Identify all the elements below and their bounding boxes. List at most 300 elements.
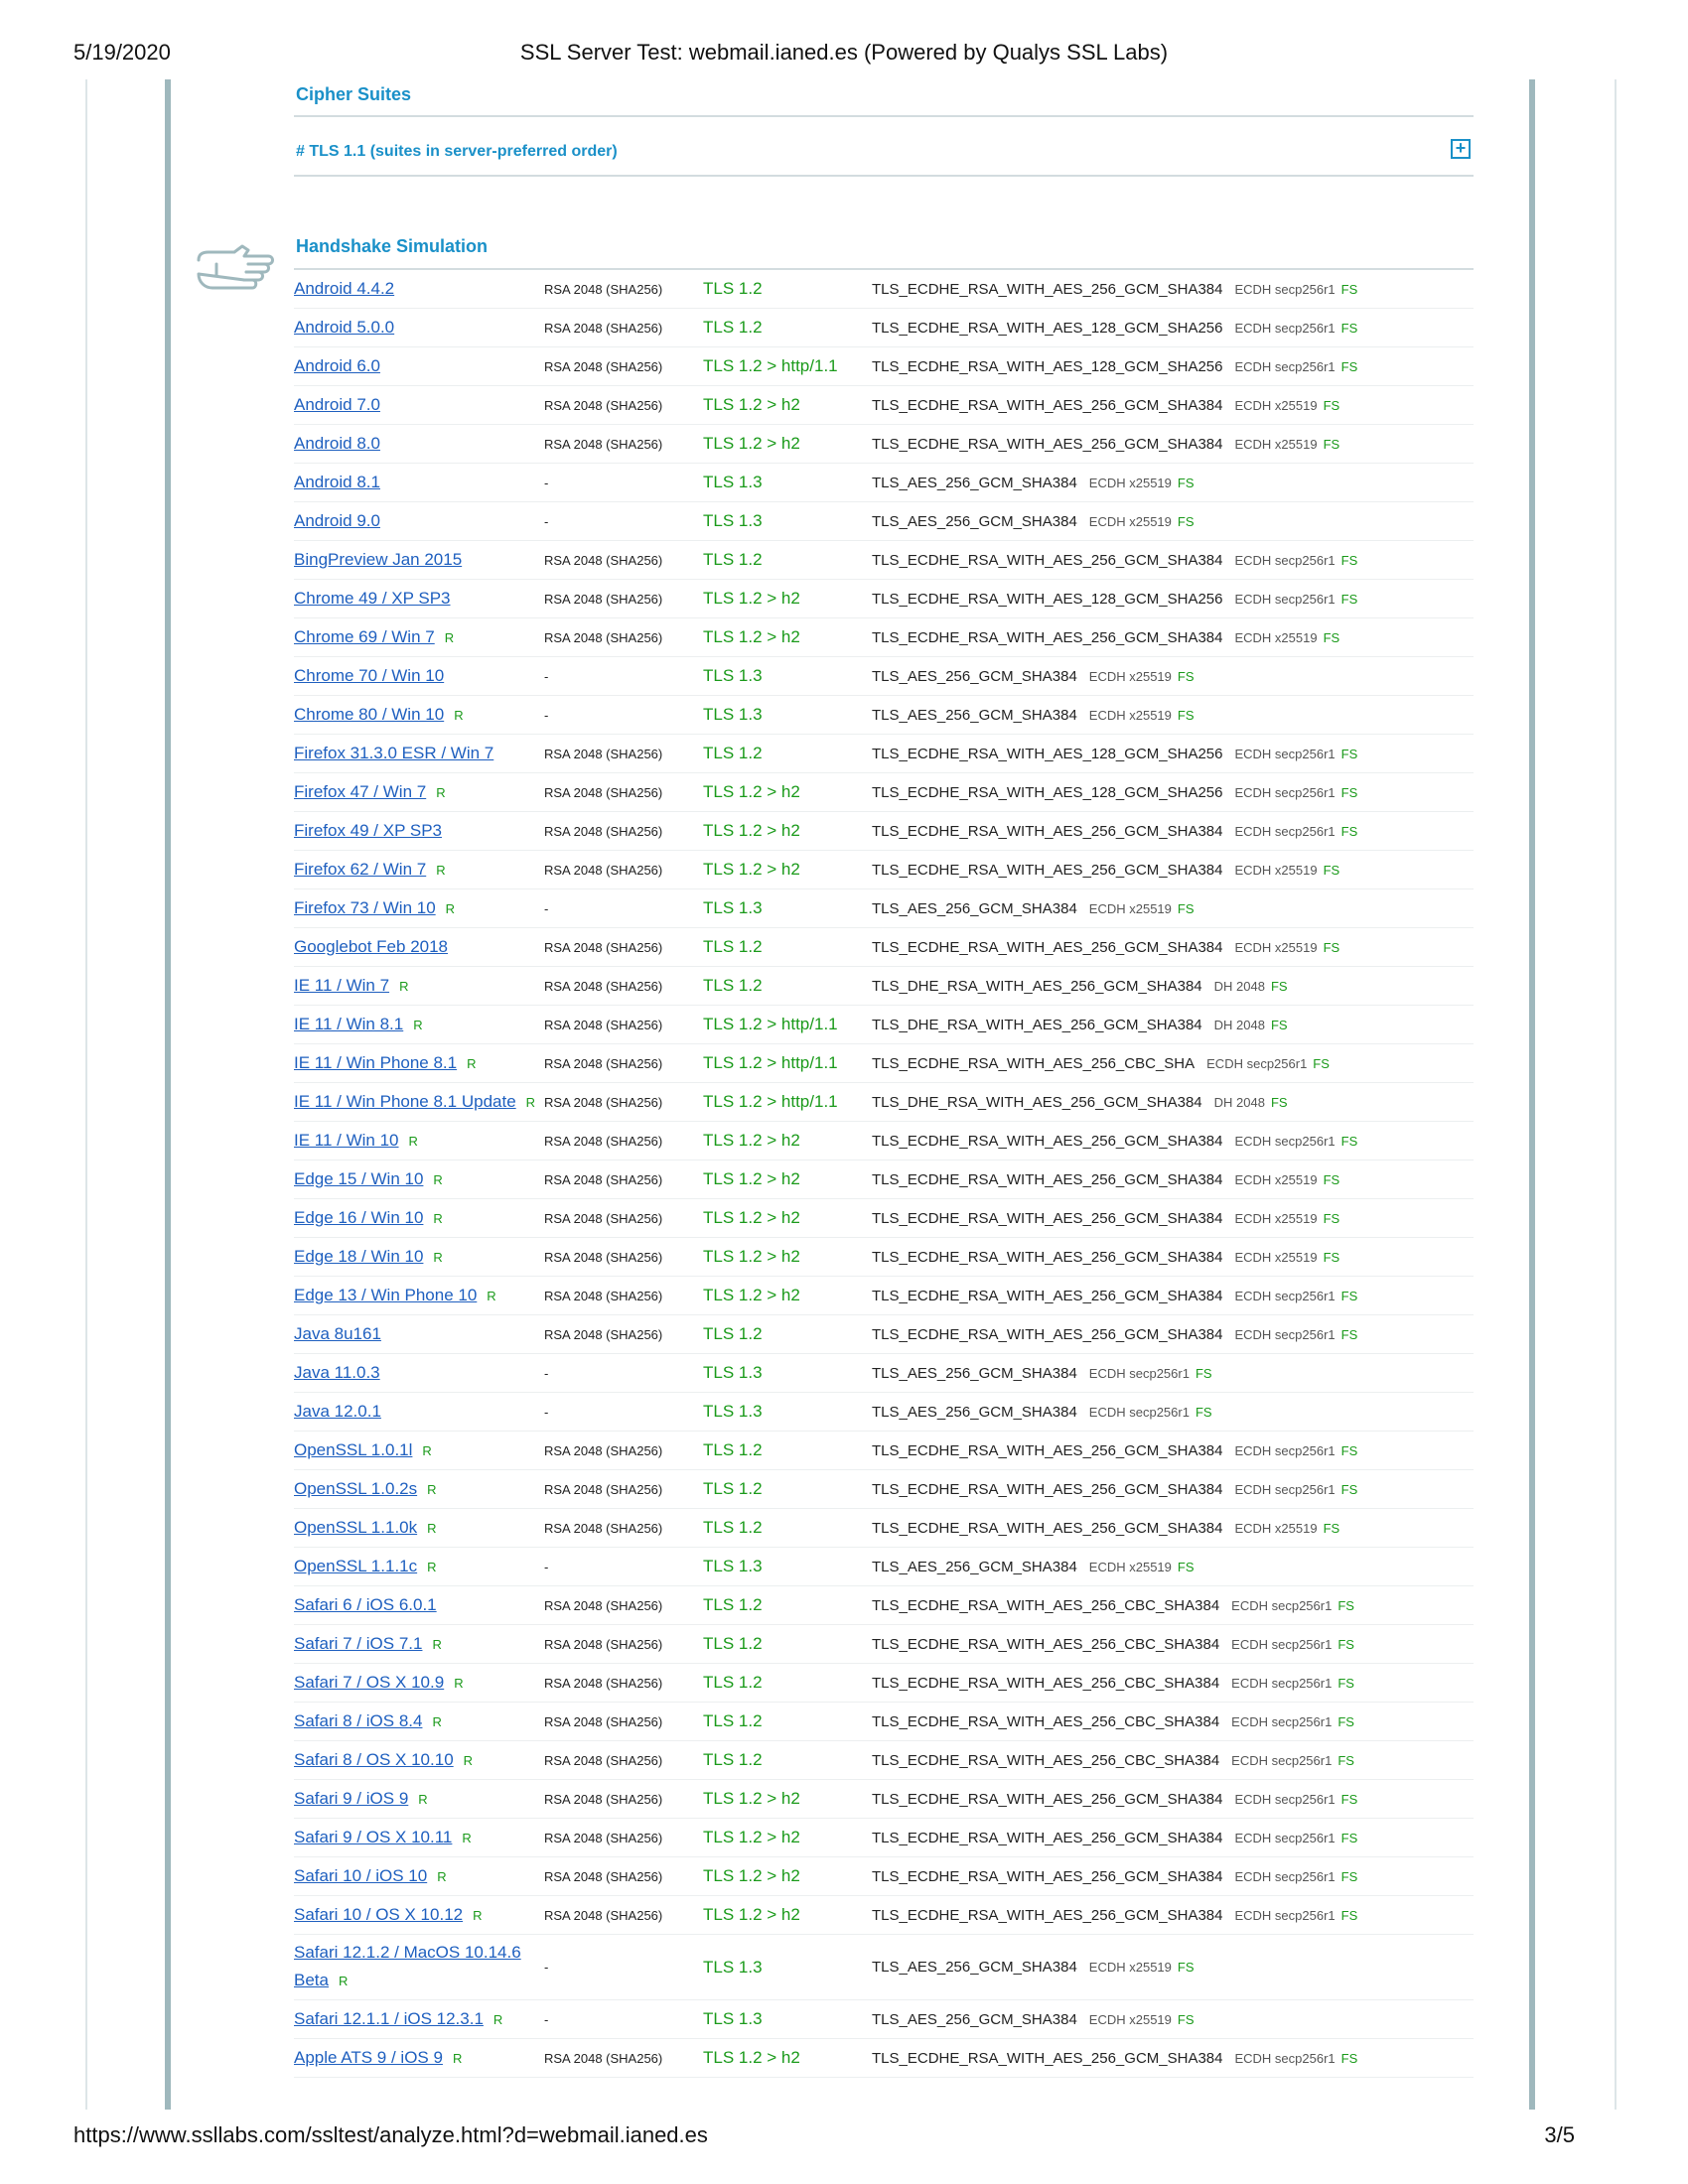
cipher-suite-cell [872, 1432, 1474, 1469]
client-cell [294, 1586, 538, 1624]
client-link[interactable]: Safari 8 / iOS 8.4 [294, 1710, 423, 1730]
certificate-cell: RSA 2048 (SHA256) [544, 784, 663, 800]
protocol-cell: TLS 1.2 [703, 1595, 763, 1614]
table-row [294, 1160, 1474, 1199]
cipher-suite-name: TLS_AES_256_GCM_SHA384 [872, 474, 1077, 491]
forward-secrecy-badge: FS [1177, 1960, 1195, 1975]
client-cell [294, 1741, 538, 1779]
cipher-suite-name: TLS_ECDHE_RSA_WITH_AES_256_GCM_SHA384 [872, 435, 1223, 453]
table-row [294, 1703, 1474, 1741]
client-link[interactable]: Chrome 49 / XP SP3 [294, 588, 451, 608]
key-exchange: ECDH secp256r1 [1234, 552, 1336, 568]
forward-secrecy-badge: FS [1340, 1288, 1358, 1303]
client-link[interactable]: Safari 7 / iOS 7.1 [294, 1633, 423, 1653]
forward-secrecy-badge: FS [1177, 1559, 1195, 1574]
client-link[interactable]: Chrome 69 / Win 7 [294, 626, 435, 646]
cipher-suite-name: TLS_ECDHE_RSA_WITH_AES_128_GCM_SHA256 [872, 745, 1223, 762]
table-row [294, 1122, 1474, 1160]
key-exchange: ECDH secp256r1 [1234, 823, 1336, 839]
client-cell [294, 1315, 538, 1353]
protocol-cell: TLS 1.2 > http/1.1 [703, 356, 838, 375]
table-row [294, 347, 1474, 386]
certificate-cell: RSA 2048 (SHA256) [544, 2050, 663, 2066]
cipher-suite-cell [872, 425, 1474, 463]
certificate-cell: RSA 2048 (SHA256) [544, 1597, 663, 1613]
client-cell [294, 1160, 538, 1198]
table-row [294, 1354, 1474, 1393]
cipher-suite-cell [872, 1509, 1474, 1547]
client-link[interactable]: Android 9.0 [294, 510, 380, 530]
table-row [294, 1819, 1474, 1857]
client-cell [294, 1122, 538, 1160]
reference-browser-badge: R [445, 900, 456, 916]
forward-secrecy-badge: FS [1337, 1597, 1354, 1613]
protocol-cell: TLS 1.2 [703, 1634, 763, 1653]
client-cell [294, 1393, 538, 1431]
key-exchange: ECDH x25519 [1088, 2011, 1172, 2027]
forward-secrecy-badge: FS [1337, 1752, 1354, 1768]
protocol-cell: TLS 1.2 > h2 [703, 1208, 800, 1227]
cipher-suite-cell [872, 1741, 1474, 1779]
table-row [294, 386, 1474, 425]
client-cell [294, 502, 538, 540]
forward-secrecy-badge: FS [1323, 1249, 1340, 1265]
print-date: 5/19/2020 [73, 40, 171, 65]
cipher-suite-cell [872, 2039, 1474, 2077]
forward-secrecy-badge: FS [1340, 2050, 1358, 2066]
client-link[interactable]: Chrome 70 / Win 10 [294, 665, 445, 685]
forward-secrecy-badge: FS [1340, 784, 1358, 800]
cipher-suite-cell [872, 386, 1474, 424]
client-link[interactable]: Firefox 31.3.0 ESR / Win 7 [294, 743, 494, 762]
forward-secrecy-badge: FS [1340, 1133, 1358, 1149]
table-row [294, 812, 1474, 851]
table-row [294, 1044, 1474, 1083]
key-exchange: ECDH secp256r1 [1234, 1133, 1336, 1149]
cipher-suite-name: TLS_ECDHE_RSA_WITH_AES_256_GCM_SHA384 [872, 551, 1223, 569]
certificate-cell: - [544, 1404, 549, 1420]
reference-browser-badge: R [432, 1713, 442, 1729]
protocol-cell: TLS 1.3 [703, 1557, 763, 1575]
table-row [294, 1238, 1474, 1277]
cipher-suite-cell [872, 1470, 1474, 1508]
client-cell [294, 1664, 538, 1702]
key-exchange: ECDH secp256r1 [1234, 1326, 1336, 1342]
table-row [294, 889, 1474, 928]
certificate-cell: RSA 2048 (SHA256) [544, 746, 663, 761]
reference-browser-badge: R [463, 1752, 474, 1768]
client-link[interactable]: BingPreview Jan 2015 [294, 549, 463, 569]
client-link[interactable]: Edge 15 / Win 10 [294, 1168, 424, 1188]
client-link[interactable]: Firefox 49 / XP SP3 [294, 820, 442, 840]
key-exchange: ECDH secp256r1 [1206, 1055, 1308, 1071]
key-exchange: ECDH secp256r1 [1231, 1597, 1333, 1613]
certificate-cell: RSA 2048 (SHA256) [544, 1791, 663, 1807]
protocol-cell: TLS 1.2 > h2 [703, 782, 800, 801]
reference-browser-badge: R [487, 1288, 496, 1303]
client-cell [294, 1509, 538, 1547]
certificate-cell: RSA 2048 (SHA256) [544, 1326, 663, 1342]
table-row [294, 1393, 1474, 1432]
client-cell [294, 1780, 538, 1818]
reference-browser-badge: R [427, 1520, 437, 1536]
protocol-cell: TLS 1.2 > h2 [703, 1905, 800, 1924]
table-row [294, 1935, 1474, 2000]
cipher-suite-cell [872, 1122, 1474, 1160]
protocol-cell: TLS 1.3 [703, 666, 763, 685]
table-row [294, 851, 1474, 889]
client-cell [294, 1199, 538, 1237]
reference-browser-badge: R [454, 1675, 464, 1691]
reference-browser-badge: R [436, 784, 446, 800]
key-exchange: ECDH x25519 [1088, 900, 1172, 916]
certificate-cell: RSA 2048 (SHA256) [544, 281, 663, 297]
client-link[interactable]: Firefox 73 / Win 10 [294, 897, 436, 917]
table-row [294, 1315, 1474, 1354]
forward-secrecy-badge: FS [1340, 1326, 1358, 1342]
table-row [294, 2039, 1474, 2078]
certificate-cell: - [544, 2011, 549, 2027]
protocol-cell: TLS 1.3 [703, 473, 763, 491]
forward-secrecy-badge: FS [1195, 1365, 1212, 1381]
protocol-cell: TLS 1.2 [703, 318, 763, 337]
cipher-suite-cell [872, 1315, 1474, 1353]
client-cell [294, 889, 538, 927]
client-cell [294, 1354, 538, 1392]
client-link[interactable]: Safari 12.1.2 / MacOS 10.14.6 Beta [294, 1943, 521, 1989]
forward-secrecy-badge: FS [1323, 1171, 1340, 1187]
client-link[interactable]: Android 8.0 [294, 433, 380, 453]
cipher-suite-cell [872, 1277, 1474, 1314]
protocol-cell: TLS 1.2 > http/1.1 [703, 1092, 838, 1111]
key-exchange: ECDH x25519 [1234, 1520, 1318, 1536]
cipher-suite-cell [872, 1393, 1474, 1431]
content-border-left [165, 79, 171, 2110]
client-link[interactable]: Googlebot Feb 2018 [294, 936, 449, 956]
certificate-cell: - [544, 1559, 549, 1574]
certificate-cell: RSA 2048 (SHA256) [544, 1210, 663, 1226]
hand-pointing-icon [195, 242, 276, 294]
client-link[interactable]: IE 11 / Win 7 [294, 975, 390, 995]
table-row [294, 657, 1474, 696]
certificate-cell: RSA 2048 (SHA256) [544, 939, 663, 955]
cipher-suite-name: TLS_ECDHE_RSA_WITH_AES_256_CBC_SHA [872, 1054, 1196, 1072]
client-cell [294, 1083, 538, 1121]
protocol-cell: TLS 1.2 > h2 [703, 627, 800, 646]
protocol-cell: TLS 1.2 > h2 [703, 1866, 800, 1885]
client-cell [294, 1277, 538, 1314]
cipher-suite-name: TLS_ECDHE_RSA_WITH_AES_256_GCM_SHA384 [872, 1170, 1223, 1188]
cipher-suite-name: TLS_ECDHE_RSA_WITH_AES_256_GCM_SHA384 [872, 1480, 1223, 1498]
certificate-cell: - [544, 668, 549, 684]
plus-box-icon[interactable]: + [1451, 139, 1471, 159]
cipher-suite-name: TLS_ECDHE_RSA_WITH_AES_256_GCM_SHA384 [872, 1867, 1223, 1885]
table-row [294, 2000, 1474, 2039]
forward-secrecy-badge: FS [1177, 513, 1195, 529]
cipher-suite-cell [872, 541, 1474, 579]
table-row [294, 1432, 1474, 1470]
table-row [294, 580, 1474, 618]
subsection-rule [294, 175, 1474, 177]
client-cell [294, 309, 538, 346]
forward-secrecy-badge: FS [1337, 1713, 1354, 1729]
client-link[interactable]: Edge 16 / Win 10 [294, 1207, 424, 1227]
client-link[interactable]: IE 11 / Win 10 [294, 1130, 399, 1150]
client-link[interactable]: Safari 12.1.1 / iOS 12.3.1 [294, 2008, 484, 2028]
table-row [294, 1625, 1474, 1664]
client-link[interactable]: Safari 8 / OS X 10.10 [294, 1749, 454, 1769]
table-row [294, 425, 1474, 464]
client-link[interactable]: Firefox 62 / Win 7 [294, 859, 427, 879]
key-exchange: ECDH secp256r1 [1234, 281, 1336, 297]
cipher-suite-cell [872, 2000, 1474, 2038]
cipher-suite-cell [872, 347, 1474, 385]
certificate-cell: RSA 2048 (SHA256) [544, 358, 663, 374]
client-cell [294, 464, 538, 501]
client-link[interactable]: OpenSSL 1.1.1c [294, 1556, 418, 1575]
forward-secrecy-badge: FS [1340, 320, 1358, 336]
cipher-suites-title: Cipher Suites [296, 84, 412, 104]
table-row [294, 1006, 1474, 1044]
client-link[interactable]: Edge 13 / Win Phone 10 [294, 1285, 478, 1304]
client-cell [294, 735, 538, 772]
client-link[interactable]: Java 11.0.3 [294, 1362, 380, 1382]
client-link[interactable]: Safari 6 / iOS 6.0.1 [294, 1594, 437, 1614]
client-link[interactable]: Safari 10 / OS X 10.12 [294, 1904, 464, 1924]
content-border-right [1529, 79, 1535, 2110]
cipher-suite-name: TLS_AES_256_GCM_SHA384 [872, 1364, 1077, 1382]
tls11-suites-heading[interactable]: # TLS 1.1 (suites in server-preferred order) [296, 143, 618, 160]
cipher-suite-name: TLS_ECDHE_RSA_WITH_AES_256_GCM_SHA384 [872, 628, 1223, 646]
key-exchange: ECDH secp256r1 [1234, 1288, 1336, 1303]
cipher-suite-name: TLS_AES_256_GCM_SHA384 [872, 2010, 1077, 2028]
key-exchange: ECDH secp256r1 [1234, 2050, 1336, 2066]
client-link[interactable]: IE 11 / Win 8.1 [294, 1014, 404, 1033]
protocol-cell: TLS 1.3 [703, 2009, 763, 2028]
forward-secrecy-badge: FS [1340, 1481, 1358, 1497]
reference-browser-badge: R [433, 1249, 443, 1265]
cipher-suite-cell [872, 1780, 1474, 1818]
cipher-suite-cell [872, 1199, 1474, 1237]
cipher-suite-cell [872, 812, 1474, 850]
protocol-cell: TLS 1.2 > h2 [703, 2048, 800, 2067]
client-cell [294, 1857, 538, 1895]
forward-secrecy-badge: FS [1340, 358, 1358, 374]
key-exchange: ECDH x25519 [1234, 397, 1318, 413]
cipher-suite-name: TLS_ECDHE_RSA_WITH_AES_256_CBC_SHA384 [872, 1596, 1220, 1614]
cipher-suite-name: TLS_AES_256_GCM_SHA384 [872, 667, 1077, 685]
forward-secrecy-badge: FS [1323, 862, 1340, 878]
client-link[interactable]: Apple ATS 9 / iOS 9 [294, 2047, 443, 2067]
certificate-cell: RSA 2048 (SHA256) [544, 1636, 663, 1652]
table-row [294, 618, 1474, 657]
client-link[interactable]: Android 8.1 [294, 472, 380, 491]
reference-browser-badge: R [492, 2011, 503, 2027]
reference-browser-badge: R [427, 1559, 437, 1574]
table-row [294, 1741, 1474, 1780]
cipher-suite-name: TLS_ECDHE_RSA_WITH_AES_256_GCM_SHA384 [872, 1287, 1223, 1304]
client-link[interactable]: Safari 9 / iOS 9 [294, 1788, 409, 1808]
key-exchange: ECDH secp256r1 [1231, 1752, 1333, 1768]
forward-secrecy-badge: FS [1270, 1017, 1288, 1032]
forward-secrecy-badge: FS [1177, 2011, 1195, 2027]
client-cell [294, 2000, 538, 2038]
cipher-suite-cell [872, 657, 1474, 695]
forward-secrecy-badge: FS [1323, 629, 1340, 645]
protocol-cell: TLS 1.2 [703, 1440, 763, 1459]
protocol-cell: TLS 1.2 > h2 [703, 1247, 800, 1266]
certificate-cell: RSA 2048 (SHA256) [544, 978, 663, 994]
client-cell [294, 1703, 538, 1740]
client-link[interactable]: IE 11 / Win Phone 8.1 Update [294, 1091, 516, 1111]
forward-secrecy-badge: FS [1340, 591, 1358, 607]
key-exchange: ECDH x25519 [1234, 939, 1318, 955]
cipher-suite-cell [872, 696, 1474, 734]
print-header [73, 40, 1615, 69]
certificate-cell: - [544, 475, 549, 490]
cipher-suite-name: TLS_ECDHE_RSA_WITH_AES_256_GCM_SHA384 [872, 1132, 1223, 1150]
protocol-cell: TLS 1.2 > h2 [703, 434, 800, 453]
client-link[interactable]: Edge 18 / Win 10 [294, 1246, 424, 1266]
client-cell [294, 1819, 538, 1856]
client-cell [294, 1006, 538, 1043]
client-link[interactable]: Android 4.4.2 [294, 278, 395, 298]
client-cell [294, 270, 538, 308]
client-link[interactable]: Android 7.0 [294, 394, 380, 414]
client-link[interactable]: Java 8u161 [294, 1323, 381, 1343]
cipher-suite-cell [872, 1586, 1474, 1624]
key-exchange: ECDH secp256r1 [1234, 1907, 1336, 1923]
cipher-suite-cell [872, 1703, 1474, 1740]
client-link[interactable]: OpenSSL 1.0.2s [294, 1478, 418, 1498]
cipher-suite-name: TLS_ECDHE_RSA_WITH_AES_256_GCM_SHA384 [872, 280, 1223, 298]
protocol-cell: TLS 1.3 [703, 1402, 763, 1421]
cipher-suite-name: TLS_ECDHE_RSA_WITH_AES_256_CBC_SHA384 [872, 1712, 1220, 1730]
table-row [294, 502, 1474, 541]
client-link[interactable]: Safari 10 / iOS 10 [294, 1865, 428, 1885]
client-cell [294, 386, 538, 424]
protocol-cell: TLS 1.2 [703, 550, 763, 569]
cipher-suite-name: TLS_ECDHE_RSA_WITH_AES_256_CBC_SHA384 [872, 1635, 1220, 1653]
protocol-cell: TLS 1.2 > h2 [703, 589, 800, 608]
cipher-suite-cell [872, 851, 1474, 888]
table-row [294, 696, 1474, 735]
client-link[interactable]: Safari 9 / OS X 10.11 [294, 1827, 453, 1846]
client-link[interactable]: Chrome 80 / Win 10 [294, 704, 445, 724]
client-link[interactable]: Android 5.0.0 [294, 317, 395, 337]
cipher-suite-cell [872, 889, 1474, 927]
client-link[interactable]: Safari 7 / OS X 10.9 [294, 1672, 445, 1692]
reference-browser-badge: R [437, 1868, 447, 1884]
client-cell [294, 928, 538, 966]
print-footer [73, 2122, 1615, 2152]
certificate-cell: - [544, 707, 549, 723]
reference-browser-badge: R [452, 2050, 463, 2066]
key-exchange: ECDH x25519 [1234, 1210, 1318, 1226]
key-exchange: ECDH secp256r1 [1234, 1442, 1336, 1458]
reference-browser-badge: R [399, 978, 409, 994]
client-link[interactable]: OpenSSL 1.0.1l [294, 1439, 413, 1459]
protocol-cell: TLS 1.3 [703, 898, 763, 917]
client-link[interactable]: Java 12.0.1 [294, 1401, 381, 1421]
forward-secrecy-badge: FS [1337, 1675, 1354, 1691]
certificate-cell: RSA 2048 (SHA256) [544, 591, 663, 607]
protocol-cell: TLS 1.2 > http/1.1 [703, 1053, 838, 1072]
forward-secrecy-badge: FS [1270, 978, 1288, 994]
cipher-suite-cell [872, 1857, 1474, 1895]
reference-browser-badge: R [338, 1974, 349, 1988]
client-link[interactable]: Android 6.0 [294, 355, 380, 375]
protocol-cell: TLS 1.2 [703, 744, 763, 762]
client-cell [294, 967, 538, 1005]
certificate-cell: RSA 2048 (SHA256) [544, 436, 663, 452]
key-exchange: ECDH x25519 [1234, 862, 1318, 878]
certificate-cell: RSA 2048 (SHA256) [544, 1288, 663, 1303]
forward-secrecy-badge: FS [1340, 281, 1358, 297]
cipher-suite-cell [872, 967, 1474, 1005]
certificate-cell: RSA 2048 (SHA256) [544, 1520, 663, 1536]
page-border-left [85, 79, 87, 2110]
forward-secrecy-badge: FS [1340, 1907, 1358, 1923]
cipher-suite-name: TLS_ECDHE_RSA_WITH_AES_256_GCM_SHA384 [872, 396, 1223, 414]
cipher-suite-name: TLS_AES_256_GCM_SHA384 [872, 1403, 1077, 1421]
cipher-suite-name: TLS_ECDHE_RSA_WITH_AES_256_GCM_SHA384 [872, 1790, 1223, 1808]
protocol-cell: TLS 1.2 [703, 1711, 763, 1730]
cipher-suite-name: TLS_AES_256_GCM_SHA384 [872, 512, 1077, 530]
client-link[interactable]: Firefox 47 / Win 7 [294, 781, 427, 801]
cipher-suite-cell [872, 1548, 1474, 1585]
certificate-cell: RSA 2048 (SHA256) [544, 1442, 663, 1458]
cipher-suites-rule [294, 115, 1474, 117]
cipher-suite-name: TLS_ECDHE_RSA_WITH_AES_256_GCM_SHA384 [872, 1248, 1223, 1266]
client-cell [294, 1044, 538, 1082]
client-link[interactable]: OpenSSL 1.1.0k [294, 1517, 418, 1537]
protocol-cell: TLS 1.2 > h2 [703, 1286, 800, 1304]
protocol-cell: TLS 1.2 > h2 [703, 860, 800, 879]
cipher-suite-name: TLS_ECDHE_RSA_WITH_AES_256_GCM_SHA384 [872, 938, 1223, 956]
reference-browser-badge: R [454, 707, 464, 723]
protocol-cell: TLS 1.2 > h2 [703, 395, 800, 414]
certificate-cell: RSA 2048 (SHA256) [544, 1171, 663, 1187]
cipher-suite-cell [872, 1896, 1474, 1934]
reference-browser-badge: R [413, 1017, 423, 1032]
client-cell [294, 618, 538, 656]
key-exchange: ECDH x25519 [1088, 475, 1172, 490]
cipher-suite-cell [872, 928, 1474, 966]
certificate-cell: - [544, 513, 549, 529]
cipher-suite-name: TLS_ECDHE_RSA_WITH_AES_256_GCM_SHA384 [872, 861, 1223, 879]
forward-secrecy-badge: FS [1340, 823, 1358, 839]
key-exchange: ECDH secp256r1 [1234, 1830, 1336, 1845]
certificate-cell: RSA 2048 (SHA256) [544, 1481, 663, 1497]
reference-browser-badge: R [462, 1830, 472, 1845]
table-row [294, 1199, 1474, 1238]
cipher-suite-cell [872, 1044, 1474, 1082]
certificate-cell: RSA 2048 (SHA256) [544, 1133, 663, 1149]
cipher-suite-name: TLS_ECDHE_RSA_WITH_AES_256_CBC_SHA384 [872, 1751, 1220, 1769]
key-exchange: ECDH secp256r1 [1231, 1636, 1333, 1652]
key-exchange: ECDH secp256r1 [1234, 1791, 1336, 1807]
cipher-suite-cell [872, 1160, 1474, 1198]
cipher-suite-cell [872, 1935, 1474, 1999]
client-cell [294, 657, 538, 695]
reference-browser-badge: R [433, 1171, 443, 1187]
client-link[interactable]: IE 11 / Win Phone 8.1 [294, 1052, 458, 1072]
reference-browser-badge: R [467, 1055, 477, 1071]
client-cell [294, 1625, 538, 1663]
certificate-cell: RSA 2048 (SHA256) [544, 1055, 663, 1071]
cipher-suite-name: TLS_ECDHE_RSA_WITH_AES_256_GCM_SHA384 [872, 2049, 1223, 2067]
